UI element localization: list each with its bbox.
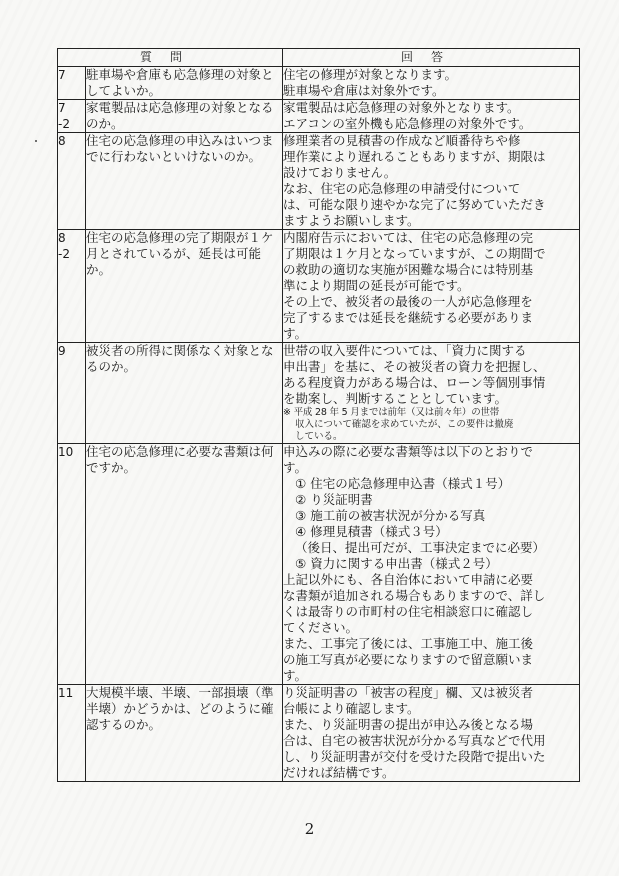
answer-line: だければ結構です。 [283,765,395,780]
question-line: 月とされているが、延長は可能か。 [86,246,262,277]
question-line: 半壊）かどうかは、どのように確 [86,701,274,716]
table-row [58,444,580,685]
answer-line: 完了するまでは延長を継続する必要がありま [283,310,534,325]
answer-cell [283,230,580,343]
question-cell [86,343,283,444]
question-line: 大規模半壊、半壊、一部損壊（準 [86,685,274,700]
question-line: 認するのか。 [86,717,162,732]
answer-list-item: （後日、提出可だが、工事決定までに必要） [295,540,546,555]
answer-list-item: ⑤ 資力に関する申出書（様式２号） [295,556,498,571]
question-line: 住宅の応急修理に必要な書類は何 [86,444,274,459]
answer-line: 修理業者の見積書の作成など順番待ちや修 [283,133,521,148]
table-row [58,100,580,133]
answer-cell [283,444,580,685]
answer-line: の救助の適切な実施が困難な場合には特別基 [283,262,534,277]
answer-cell [283,685,580,782]
answer-line: 台帳により確認します。 [283,701,420,716]
answer-line: ますようお願いします。 [283,213,420,228]
table-row [58,685,580,782]
answer-list-item: ③ 施工前の被害状況が分かる写真 [295,508,486,523]
answer-line: また、り災証明書の提出が申込み後となる場 [283,717,534,732]
answer-line: 了期限は１ケ月となっていますが、この期間で [283,246,546,261]
answer-line: また、工事完了後には、工事施工中、施工後 [283,636,534,651]
answer-line: その上で、被災者の最後の一人が応急修理を [283,294,533,309]
row-number: 11 [58,685,86,782]
row-number: 7 -2 [58,100,86,133]
answer-line: 準により期間の延長が可能です。 [283,278,470,293]
answer-cell [283,67,580,100]
question-cell [86,230,283,343]
scan-speck [35,140,37,142]
answer-line: 申出書」を基に、その被災者の資力を把握し、 [283,359,546,374]
question-line: 家電製品は応急修理の対象となる [86,100,274,115]
answer-line: し、り災証明書が交付を受けた段階で提出いた [283,749,546,764]
answer-cell [283,343,580,444]
answer-line: 家電製品は応急修理の対象外となります。 [283,100,520,115]
row-number: 9 [58,343,86,444]
question-line: のか。 [86,116,124,131]
table-row [58,230,580,343]
answer-line: てください。 [283,620,359,635]
answer-line: す。 [283,326,308,341]
answer-line: す。 [283,668,308,683]
answer-list-item: ① 住宅の応急修理申込書（様式１号） [295,476,511,491]
answer-list-item: ② り災証明書 [295,492,373,507]
header-answer: 回答 [283,49,580,67]
answer-line: 上記以外にも、各自治体において申請に必要 [283,572,534,587]
answer-line: 合は、自宅の被害状況が分かる写真などで代用 [283,733,546,748]
table-row [58,343,580,444]
qa-table [57,48,580,782]
answer-line: 設けておりません。 [283,165,397,180]
row-number: 8 [58,133,86,230]
answer-line: の施工写真が必要になりますので留意願いま [283,652,534,667]
row-number: 7 [58,67,86,100]
question-cell [86,100,283,133]
answer-line: は、可能な限り速やかな完了に努めていただき [283,197,546,212]
answer-line: 申込みの際に必要な書類等は以下のとおりで [283,444,534,459]
question-line: 駐車場や倉庫も応急修理の対象と [86,67,274,82]
answer-line: り災証明書の「被害の程度」欄、又は被災者 [283,685,534,700]
answer-line: 理作業により遅れることもありますが、期限は [283,149,546,164]
answer-list-item: ④ 修理見積書（様式３号） [295,524,448,539]
answer-line: 駐車場や倉庫は対象外です。 [283,83,445,98]
answer-line: 内閣府告示においては、住宅の応急修理の完 [283,230,534,245]
question-cell [86,67,283,100]
question-line: 住宅の応急修理の申込みはいつま [86,133,274,148]
header-question: 質問 [58,49,283,67]
answer-cell [283,100,580,133]
row-number: 8 -2 [58,230,86,343]
answer-line: 世帯の収入要件については、「資力に関する [283,343,527,358]
answer-note-line: ※ 平成 28 年 5 月までは前年（又は前々年）の世帯 [283,407,500,418]
qa-table-body [58,67,580,782]
answer-line: くは最寄りの市町村の住宅相談窓口に確認し [283,604,534,619]
question-cell [86,444,283,685]
answer-line: す。 [283,460,308,475]
question-line: 被災者の所得に関係なく対象とな [86,343,274,358]
answer-line: エアコンの室外機も応急修理の対象外です。 [283,116,532,131]
row-number: 10 [58,444,86,685]
table-row [58,133,580,230]
page-number: 2 [304,820,315,838]
table-row [58,67,580,100]
question-cell [86,685,283,782]
question-line: るのか。 [86,359,137,374]
answer-line: なお、住宅の応急修理の申請受付について [283,181,521,196]
answer-note-line: している。 [295,431,343,442]
answer-note-line: 収入について確認を求めていたが、この要件は撤廃 [295,419,514,430]
table-header-row [58,49,580,67]
question-cell [86,133,283,230]
answer-line: ある程度資力がある場合は、ローン等個別事情 [283,375,546,390]
answer-cell [283,133,580,230]
answer-line: な書類が追加される場合もありますので、詳し [283,588,546,603]
question-line: してよいか。 [86,83,162,98]
answer-line: 住宅の修理が対象となります。 [283,67,458,82]
answer-line: を勘案し、判断することとしています。 [283,391,508,406]
question-line: ですか。 [86,460,137,475]
question-line: 住宅の応急修理の完了期限が１ケ [86,230,274,245]
question-line: でに行わないといけないのか。 [86,149,262,164]
